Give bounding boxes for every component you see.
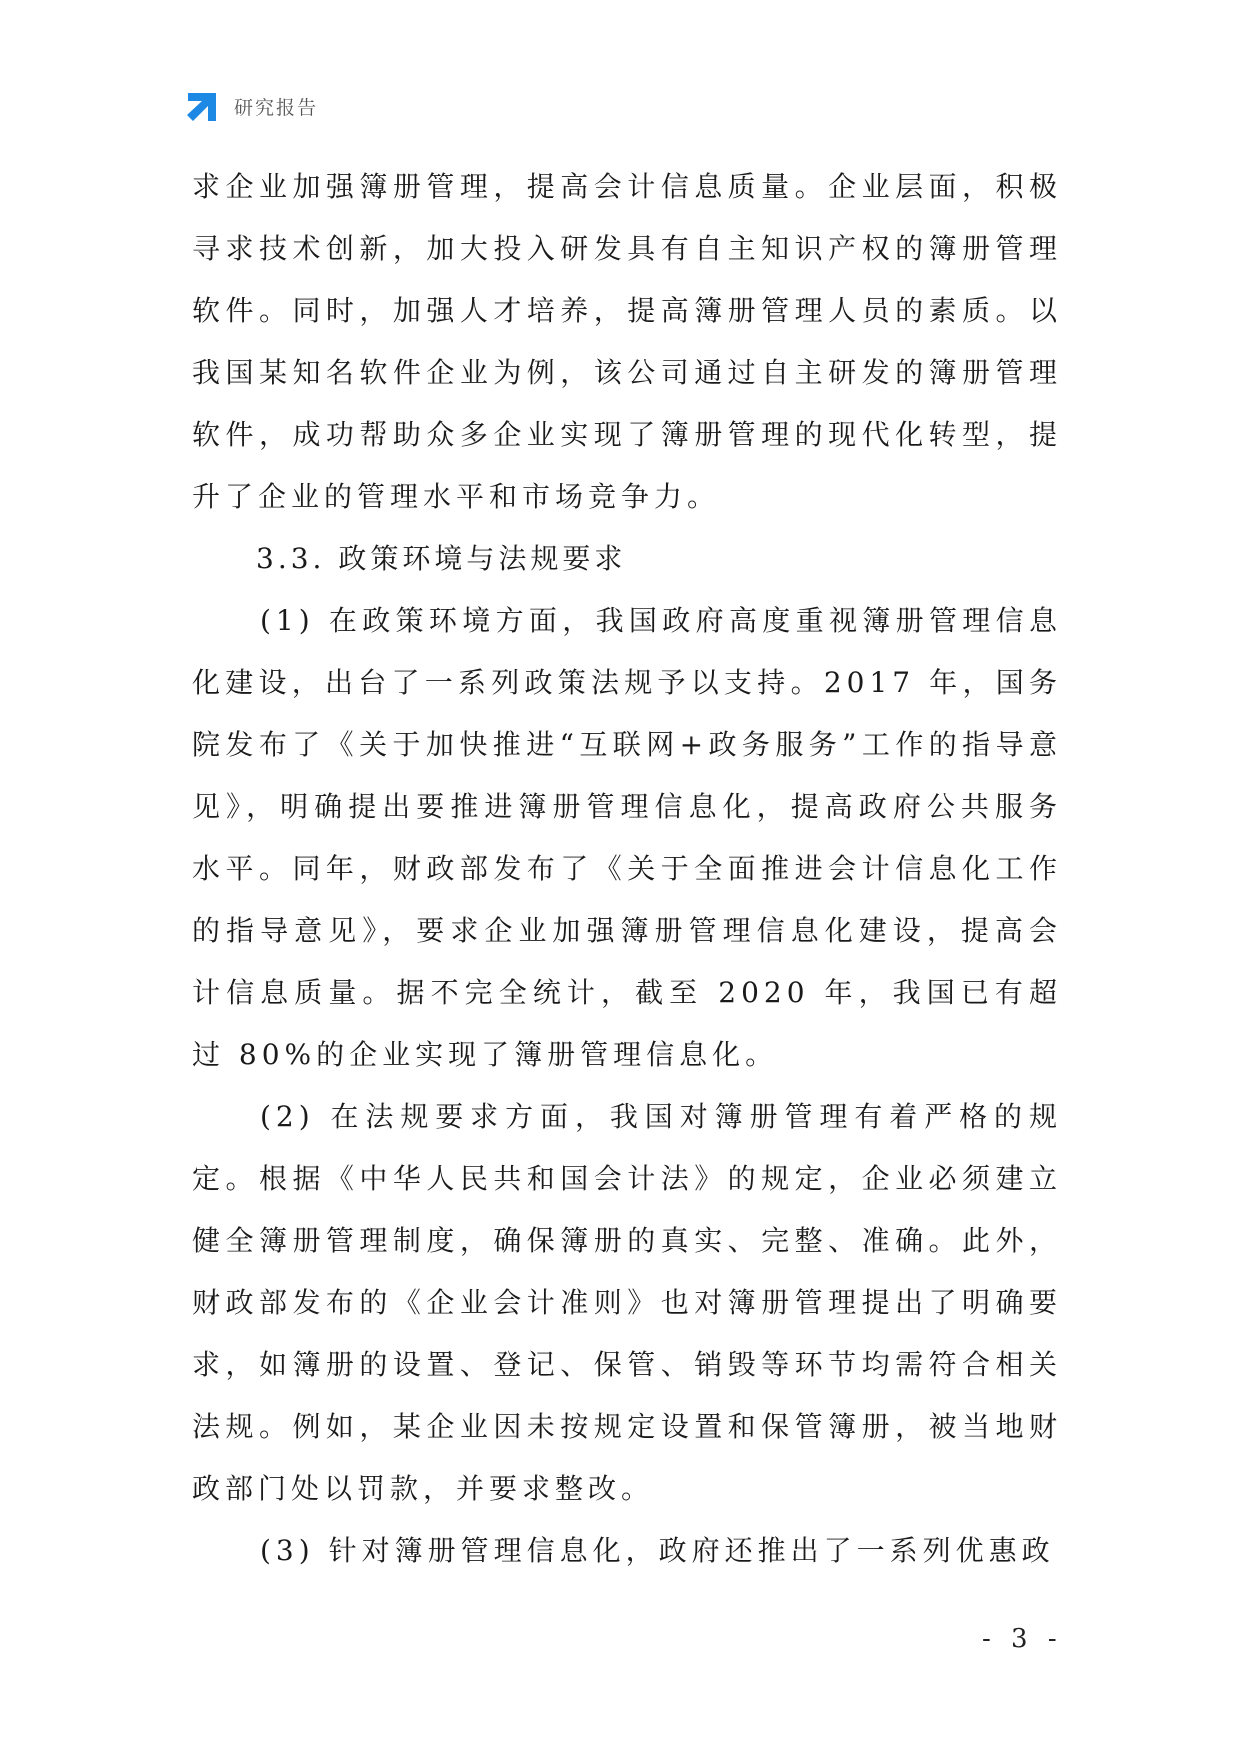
regulation-paragraph: (2) 在法规要求方面，我国对簿册管理有着严格的规定。根据《中华人民共和国会计法》的规定，企业必须建立健全簿册管理制度，确保簿册的真实、完整、准确。此外，财政部发布的《企业会计准则》也对簿册管理提出了明确要求，如簿册的设置、登记、保管、销毁等环节均需符合相关法规。例如，某企业因未按规定设置和保管簿册，被当地财政部门处以罚款，并要求整改。 <box>192 1100 1062 1505</box>
arrow-logo-icon <box>186 89 220 123</box>
page-number: - 3 - <box>982 1624 1063 1654</box>
report-header <box>186 88 318 124</box>
header-title: 研究报告 <box>234 96 319 119</box>
document-body <box>192 156 1062 1582</box>
section-heading: 3.3. 政策环境与法规要求 <box>256 542 627 575</box>
incentive-paragraph: (3) 针对簿册管理信息化，政府还推出了一系列优惠政 <box>260 1534 1055 1567</box>
intro-paragraph: 求企业加强簿册管理，提高会计信息质量。企业层面，积极寻求技术创新，加大投入研发具有自主知识产权的簿册管理软件。同时，加强人才培养，提高簿册管理人员的素质。以我国某知名软件企业为例，该公司通过自主研发的簿册管理软件，成功帮助众多企业实现了簿册管理的现代化转型，提升了企业的管理水平和市场竞争力。 <box>192 170 1062 513</box>
policy-paragraph: (1) 在政策环境方面，我国政府高度重视簿册管理信息化建设，出台了一系列政策法规予以支持。2017 年，国务院发布了《关于加快推进“互联网+政务服务”工作的指导意见》，明确提出要推进簿册管理信息化，提高政府公共服务水平。同年，财政部发布了《关于全面推进会计信息化工作的指导意见》，要求企业加强簿册管理信息化建设，提高会计信息质量。据不完全统计，截至 2020 年，我国已有超过 80%的企业实现了簿册管理信息化。 <box>192 604 1062 1071</box>
